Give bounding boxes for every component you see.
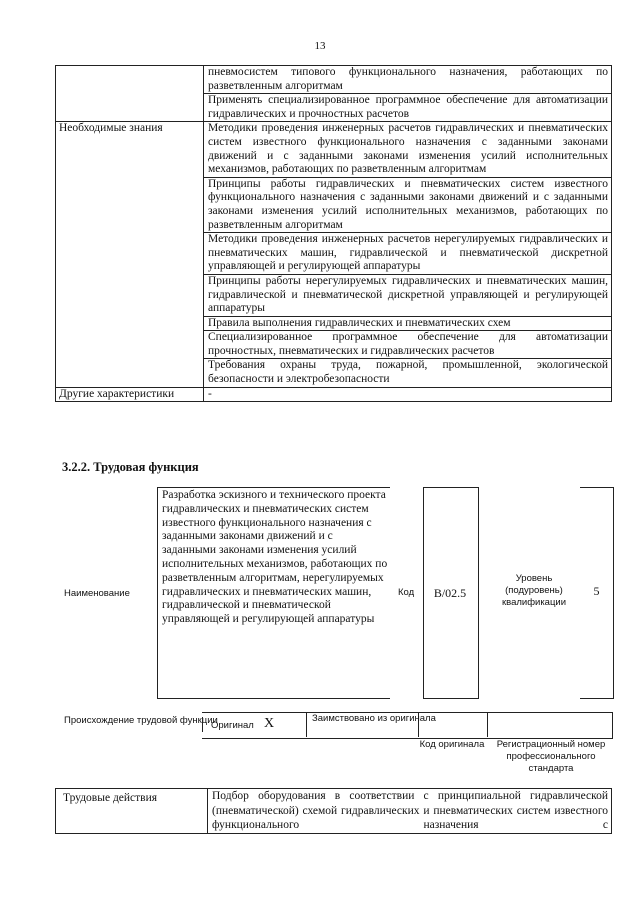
action-item: Подбор оборудования в соответствии с принципиальной гидравлической (пневматической) схемой гидравлических и пневматических систем известного функционального назначения с xyxy=(208,789,612,834)
original-label: Оригинал xyxy=(211,720,254,731)
function-name-value: Разработка эскизного и технического проекта гидравлических и пневматических систем известного функционального назначения с заданными законами движений и с заданными законами изменения усилий исполнительных механизмов, работающих по разветвленным алгоритмам, нерегулируемых гидравлических и пневматических машин, гидравлической и пневматической управляющей и регулирующей аппаратуры xyxy=(162,489,388,626)
function-name-label: Наименование xyxy=(64,588,130,599)
origin-box-divider xyxy=(487,712,488,737)
reg-number-label: Регистрационный номер профессионального стандарта xyxy=(496,739,606,774)
function-code-label: Код xyxy=(398,587,415,598)
knowledge-item: Методики проведения инженерных расчетов гидравлических и пневматических систем известного функционального назначения с заданными законами движений и с заданными законами изменения усилий исполнительных механизмов, работающих по разветвленным алгоритмам xyxy=(204,122,612,177)
origin-label: Происхождение трудовой функции xyxy=(64,715,218,726)
function-code-value: B/02.5 xyxy=(433,586,467,600)
row-label-empty xyxy=(56,66,204,122)
page-number: 13 xyxy=(314,40,326,52)
borrowed-label: Заимствовано из оригинала xyxy=(312,713,436,724)
knowledge-item: Принципы работы нерегулируемых гидравлических и пневматических машин, гидравлической и пневматической дискретной управляющей и регулирующей аппаратуры xyxy=(204,274,612,316)
knowledge-item: Методики проведения инженерных расчетов нерегулируемых гидравлических и пневматических машин, гидравлической и пневматической дискретной управляющей и регулирующей аппаратуры xyxy=(204,233,612,275)
knowledge-item: Принципы работы гидравлических и пневматических систем известного функционального назначения с заданными законами движений и с заданными законами изменения усилий исполнительных механизмов, работающих по разветвленным алгоритмам xyxy=(204,177,612,232)
qualification-level-label: Уровень (подуровень) квалификации xyxy=(501,573,567,608)
origin-box-divider xyxy=(202,717,203,732)
requirement-item: Применять специализированное программное обеспечение для автоматизации гидравлических и прочностных расчетов xyxy=(204,94,612,122)
knowledge-label: Необходимые знания xyxy=(56,122,204,387)
table-row xyxy=(56,66,612,94)
actions-table xyxy=(55,788,612,834)
table-row xyxy=(56,387,612,402)
qualification-level-value: 5 xyxy=(593,584,600,598)
code-original-label: Код оригинала xyxy=(419,739,485,750)
knowledge-item: Правила выполнения гидравлических и пневматических схем xyxy=(204,316,612,331)
other-value: - xyxy=(204,387,612,402)
requirements-table xyxy=(55,65,612,402)
original-mark: X xyxy=(264,716,275,731)
table-row xyxy=(56,789,612,834)
table-row xyxy=(56,122,612,177)
origin-box-divider xyxy=(306,712,307,737)
knowledge-item: Требования охраны труда, пожарной, промышленной, экологической безопасности и электробезопасности xyxy=(204,359,612,387)
requirement-item: пневмосистем типового функционального назначения, работающих по разветвленным алгоритмам xyxy=(204,66,612,94)
actions-label: Трудовые действия xyxy=(56,789,208,834)
section-title: 3.2.2. Трудовая функция xyxy=(62,460,199,474)
other-label: Другие характеристики xyxy=(56,387,204,402)
knowledge-item: Специализированное программное обеспечение для автоматизации прочностных, пневматических и гидравлических расчетов xyxy=(204,331,612,359)
